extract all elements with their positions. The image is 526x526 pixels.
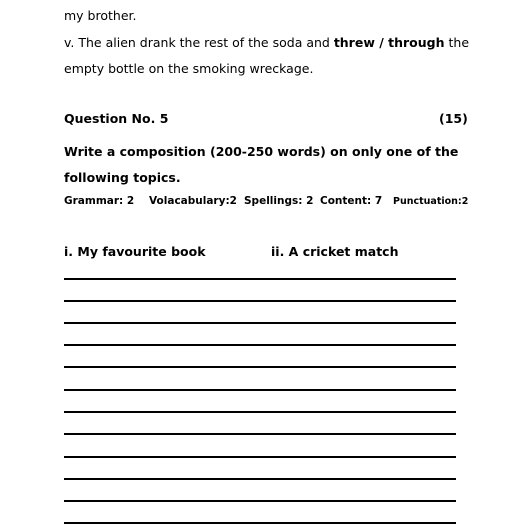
topic-2: ii. A cricket match [271,244,399,259]
word-choice: threw / through [333,35,445,50]
answer-line[interactable] [64,300,456,302]
answer-line[interactable] [64,366,456,368]
question-label: Question No. 5 [64,111,169,126]
answer-line[interactable] [64,389,456,391]
topic-1: i. My favourite book [64,244,206,259]
answer-line[interactable] [64,344,456,346]
rubric-spellings: Spellings: 2 [244,195,314,207]
answer-line[interactable] [64,411,456,413]
passage-line-1: my brother. [64,8,137,23]
rubric-vocabulary: Volacabulary:2 [149,195,237,207]
passage-line-2-end: the [444,35,470,50]
passage-line-3: empty bottle on the smoking wreckage. [64,61,314,76]
answer-line[interactable] [64,500,456,502]
answer-line[interactable] [64,278,456,280]
rubric-punctuation: Punctuation:2 [393,196,469,207]
instruction-line-2: following topics. [64,170,181,185]
answer-line[interactable] [64,433,456,435]
question-marks: (15) [439,111,468,126]
answer-line[interactable] [64,478,456,480]
rubric-content: Content: 7 [320,195,383,207]
passage-line-2-start: v. The alien drank the rest of the soda and [64,35,334,50]
instruction-line-1: Write a composition (200-250 words) on only one of the [64,144,459,159]
answer-line[interactable] [64,456,456,458]
answer-line[interactable] [64,522,456,524]
passage-line-2 [64,35,469,50]
answer-line[interactable] [64,322,456,324]
rubric-grammar: Grammar: 2 [64,195,135,207]
